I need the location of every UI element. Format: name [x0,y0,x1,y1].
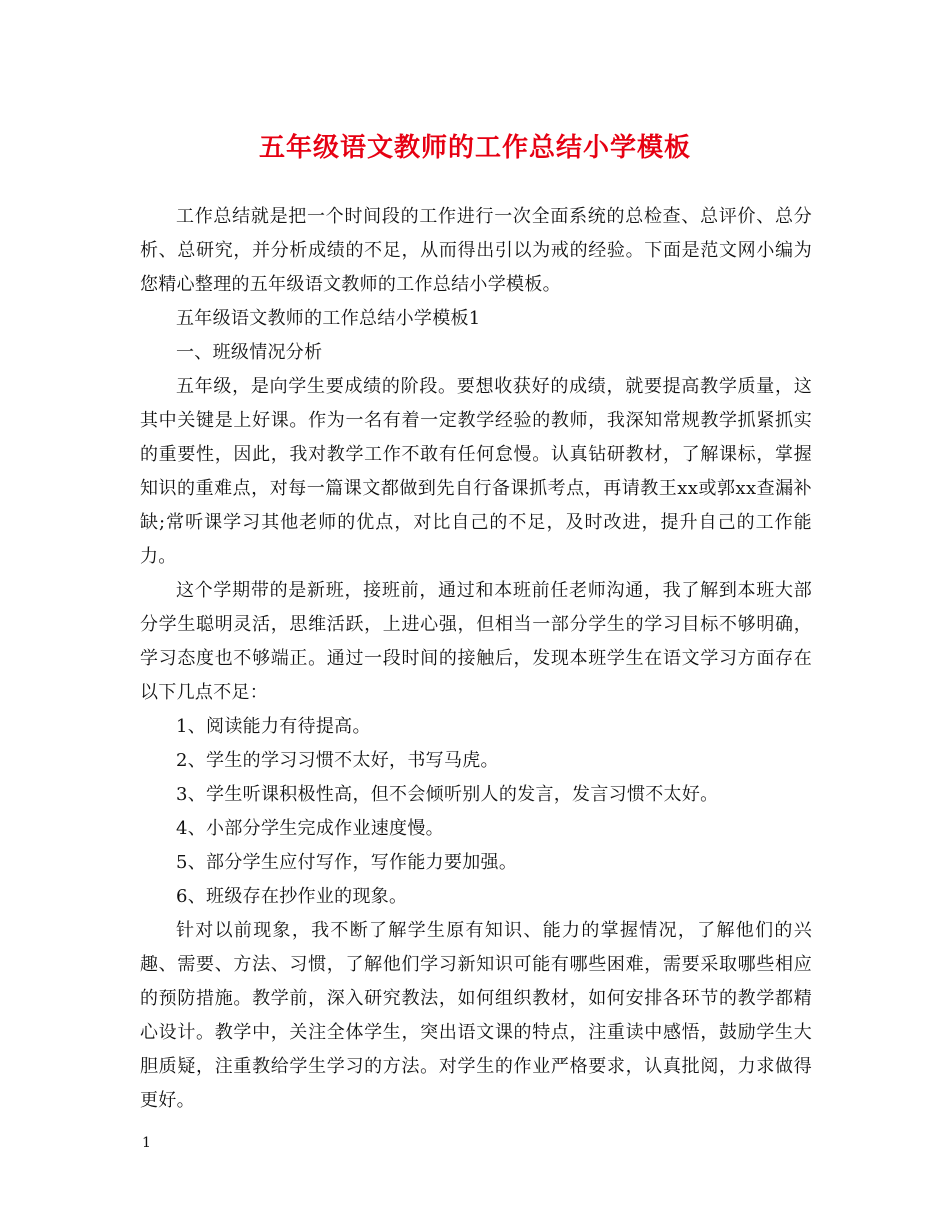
list-item: 5、部分学生应付写作，写作能力要加强。 [176,852,518,873]
list-item: 2、学生的学习习惯不太好，书写马虎。 [176,750,499,771]
document-body [140,200,812,1118]
document-title: 五年级语文教师的工作总结小学模板 [258,133,691,163]
list-item: 4、小部分学生完成作业速度慢。 [176,818,444,839]
intro-paragraph: 工作总结就是把一个时间段的工作进行一次全面系统的总检查、总评价、总分析、总研究，并分析成绩的不足，从而得出引以为戒的经验。下面是范文网小编为您精心整理的五年级语文教师的工作总结小学模板。 [140,206,812,295]
body-paragraph: 针对以前现象，我不断了解学生原有知识、能力的掌握情况，了解他们的兴趣、需要、方法、习惯，了解他们学习新知识可能有哪些困难，需要采取哪些相应的预防措施。教学前，深入研究教法，如何组织教材，如何安排各环节的教学都精心设计。教学中，关注全体学生，突出语文课的特点，注重读中感悟，鼓励学生大胆质疑，注重教给学生学习的方法。对学生的作业严格要求，认真批阅，力求做得更好。 [140,920,812,1111]
section-title: 五年级语文教师的工作总结小学模板1 [176,308,481,329]
subsection-heading: 一、班级情况分析 [176,342,323,363]
list-item: 6、班级存在抄作业的现象。 [176,886,408,907]
body-paragraph: 五年级，是向学生要成绩的阶段。要想收获好的成绩，就要提高教学质量，这其中关键是上好课。作为一名有着一定教学经验的教师，我深知常规教学抓紧抓实的重要性，因此，我对教学工作不敢有任何怠慢。认真钻研教材，了解课标，掌握知识的重难点，对每一篇课文都做到先自行备课抓考点，再请教王xx或郭xx查漏补缺;常听课学习其他老师的优点，对比自己的不足，及时改进，提升自己的工作能力。 [140,376,812,567]
body-paragraph: 这个学期带的是新班，接班前，通过和本班前任老师沟通，我了解到本班大部分学生聪明灵活，思维活跃，上进心强，但相当一部分学生的学习目标不够明确，学习态度也不够端正。通过一段时间的接触后，发现本班学生在语文学习方面存在以下几点不足： [140,580,812,703]
page-number: 1 [142,1135,151,1151]
list-item: 3、学生听课积极性高，但不会倾听别人的发言，发言习惯不太好。 [176,784,719,805]
list-item: 1、阅读能力有待提高。 [176,716,371,737]
